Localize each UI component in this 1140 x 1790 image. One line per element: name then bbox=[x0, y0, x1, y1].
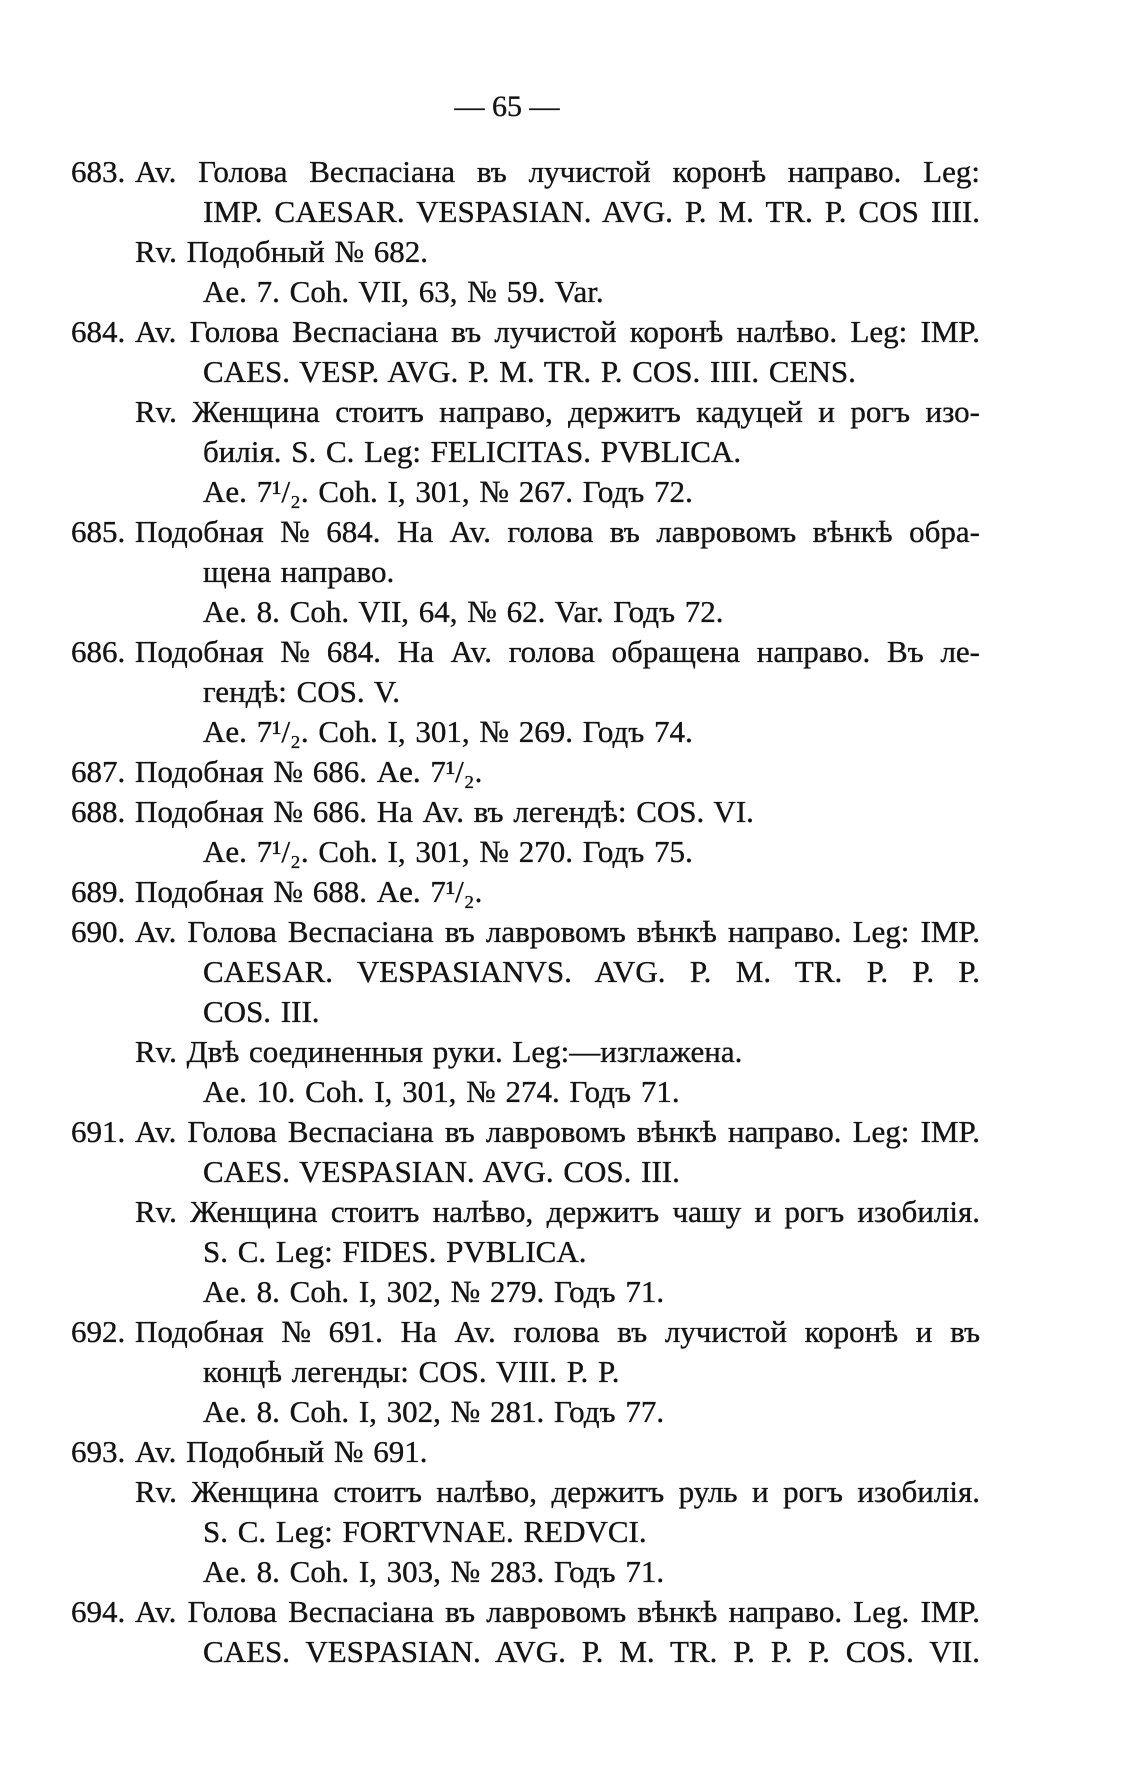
entry-text: концѣ легенды: COS. VIII. P. P. bbox=[203, 1354, 620, 1389]
entry-line bbox=[0, 472, 1140, 512]
entry-line bbox=[0, 392, 1140, 432]
catalog-entry bbox=[0, 152, 1140, 312]
entry-line bbox=[0, 672, 1140, 712]
entry-text: Rv. Женщина стоитъ налѣво, держитъ чашу и рогъ изобилія. bbox=[135, 1194, 980, 1229]
entry-text: Подобная № 684. На Av. голова обращена направо. Въ ле- bbox=[135, 634, 980, 669]
entry-text: IMP. CAESAR. VESPASIAN. AVG. P. M. TR. P. COS IIII. bbox=[203, 194, 980, 229]
entry-text: Rv. Женщина стоитъ налѣво, держитъ руль и рогъ изобилія. bbox=[135, 1474, 980, 1509]
entry-number: 687. bbox=[71, 754, 126, 789]
entry-text: Ae. 8. Coh. I, 302, № 281. Годъ 77. bbox=[203, 1394, 665, 1429]
entry-text: Подобная № 691. На Av. голова въ лучистой коронѣ и въ bbox=[135, 1314, 980, 1349]
entry-text: Ae. 7¹/₂. Coh. I, 301, № 267. Годъ 72. bbox=[203, 474, 693, 509]
catalog-entry bbox=[0, 912, 1140, 1112]
entry-line bbox=[0, 1032, 1140, 1072]
entry-number: 685. bbox=[71, 514, 126, 549]
entry-text: COS. III. bbox=[203, 994, 320, 1029]
entry-line bbox=[0, 1072, 1140, 1112]
entry-line bbox=[0, 512, 1140, 552]
entry-number: 683. bbox=[71, 154, 126, 189]
entry-line bbox=[0, 152, 1140, 192]
entry-text: CAES. VESPASIAN. AVG. COS. III. bbox=[203, 1154, 680, 1189]
catalog-entry bbox=[0, 872, 1140, 912]
entry-line bbox=[0, 1592, 1140, 1632]
entry-text: гендѣ: COS. V. bbox=[203, 674, 401, 709]
entry-line bbox=[0, 1552, 1140, 1592]
entry-line bbox=[0, 712, 1140, 752]
entry-line bbox=[0, 1192, 1140, 1232]
catalog-entry bbox=[0, 1312, 1140, 1432]
catalog-entry bbox=[0, 1432, 1140, 1592]
entry-text: Подобная № 686. На Av. въ легендѣ: COS. VI. bbox=[135, 794, 754, 829]
catalog-entry bbox=[0, 752, 1140, 792]
entry-line bbox=[0, 1312, 1140, 1352]
entry-line bbox=[0, 872, 1140, 912]
catalog-entries bbox=[0, 152, 1140, 1672]
entry-text: щена направо. bbox=[203, 554, 395, 589]
entry-text: билія. S. C. Leg: FELICITAS. PVBLICA. bbox=[203, 434, 742, 469]
entry-text: CAES. VESPASIAN. AVG. P. M. TR. P. P. P. COS. VII. bbox=[203, 1634, 980, 1669]
entry-line bbox=[0, 312, 1140, 352]
entry-text: Av. Голова Веспасіана въ лавровомъ вѣнкѣ направо. Leg: IMP. bbox=[135, 914, 980, 949]
entry-text: Av. Голова Веспасіана въ лавровомъ вѣнкѣ направо. Leg: IMP. bbox=[135, 1114, 980, 1149]
entry-line bbox=[0, 952, 1140, 992]
entry-number: 693. bbox=[71, 1434, 126, 1469]
entry-text: Ae. 7¹/₂. Coh. I, 301, № 269. Годъ 74. bbox=[203, 714, 693, 749]
entry-text: Ae. 7¹/₂. Coh. I, 301, № 270. Годъ 75. bbox=[203, 834, 693, 869]
entry-text: Av. Подобный № 691. bbox=[135, 1434, 428, 1469]
entry-text: Подобная № 686. Ae. 7¹/₂. bbox=[135, 754, 483, 789]
entry-number: 688. bbox=[71, 794, 126, 829]
entry-line bbox=[0, 432, 1140, 472]
entry-line bbox=[0, 592, 1140, 632]
entry-number: 689. bbox=[71, 874, 126, 909]
entry-line bbox=[0, 192, 1140, 232]
catalog-entry bbox=[0, 1592, 1140, 1672]
entry-line bbox=[0, 1472, 1140, 1512]
entry-text: Ae. 7. Coh. VII, 63, № 59. Var. bbox=[203, 274, 604, 309]
entry-line bbox=[0, 1152, 1140, 1192]
entry-line bbox=[0, 1632, 1140, 1672]
entry-number: 692. bbox=[71, 1314, 126, 1349]
entry-line bbox=[0, 792, 1140, 832]
entry-line bbox=[0, 1392, 1140, 1432]
entry-text: Подобная № 684. На Av. голова въ лавровомъ вѣнкѣ обра- bbox=[135, 514, 980, 549]
catalog-entry bbox=[0, 1112, 1140, 1312]
catalog-entry bbox=[0, 512, 1140, 632]
entry-number: 690. bbox=[71, 914, 126, 949]
entry-text: S. C. Leg: FORTVNAE. REDVCI. bbox=[203, 1514, 647, 1549]
entry-number: 686. bbox=[71, 634, 126, 669]
entry-line bbox=[0, 1512, 1140, 1552]
entry-text: S. C. Leg: FIDES. PVBLICA. bbox=[203, 1234, 587, 1269]
entry-text: Ae. 10. Coh. I, 301, № 274. Годъ 71. bbox=[203, 1074, 680, 1109]
entry-line bbox=[0, 272, 1140, 312]
entry-line bbox=[0, 232, 1140, 272]
entry-text: Rv. Подобный № 682. bbox=[135, 234, 429, 269]
entry-number: 694. bbox=[71, 1594, 126, 1629]
entry-text: Ae. 8. Coh. I, 303, № 283. Годъ 71. bbox=[203, 1554, 665, 1589]
entry-line bbox=[0, 1352, 1140, 1392]
entry-text: Rv. Двѣ соединенныя руки. Leg:—изглажена. bbox=[135, 1034, 743, 1069]
entry-text: Av. Голова Веспасіана въ лучистой коронѣ направо. Leg: bbox=[135, 154, 980, 189]
entry-line bbox=[0, 1112, 1140, 1152]
entry-line bbox=[0, 1432, 1140, 1472]
entry-text: CAESAR. VESPASIANVS. AVG. P. M. TR. P. P. P. bbox=[203, 954, 980, 989]
catalog-entry bbox=[0, 312, 1140, 512]
entry-text: Rv. Женщина стоитъ направо, держитъ кадуцей и рогъ изо- bbox=[135, 394, 980, 429]
entry-line bbox=[0, 352, 1140, 392]
entry-line bbox=[0, 912, 1140, 952]
catalog-entry bbox=[0, 792, 1140, 872]
entry-line bbox=[0, 632, 1140, 672]
entry-text: Av. Голова Веспасіана въ лучистой коронѣ налѣво. Leg: IMP. bbox=[135, 314, 980, 349]
entry-text: Подобная № 688. Ae. 7¹/₂. bbox=[135, 874, 483, 909]
entry-text: CAES. VESP. AVG. P. M. TR. P. COS. IIII. CENS. bbox=[203, 354, 856, 389]
entry-number: 684. bbox=[71, 314, 126, 349]
entry-text: Ae. 8. Coh. VII, 64, № 62. Var. Годъ 72. bbox=[203, 594, 724, 629]
entry-line bbox=[0, 552, 1140, 592]
page-number: — 65 — bbox=[454, 90, 560, 123]
catalog-entry bbox=[0, 632, 1140, 752]
entry-number: 691. bbox=[71, 1114, 126, 1149]
entry-text: Av. Голова Веспасіана въ лавровомъ вѣнкѣ направо. Leg. IMP. bbox=[135, 1594, 980, 1629]
entry-line bbox=[0, 832, 1140, 872]
entry-line bbox=[0, 752, 1140, 792]
entry-line bbox=[0, 1232, 1140, 1272]
entry-text: Ae. 8. Coh. I, 302, № 279. Годъ 71. bbox=[203, 1274, 665, 1309]
entry-line bbox=[0, 992, 1140, 1032]
entry-line bbox=[0, 1272, 1140, 1312]
